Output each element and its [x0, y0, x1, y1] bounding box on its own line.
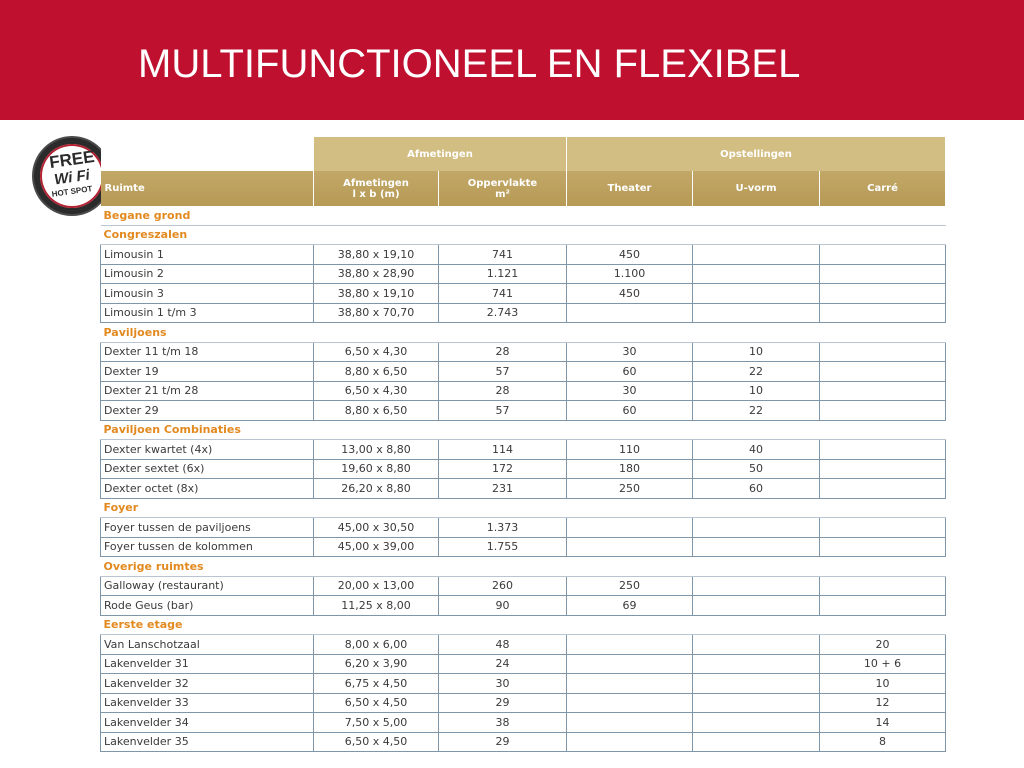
dimensions-cell: 20,00 x 13,00: [314, 576, 439, 596]
dimensions-cell: 38,80 x 70,70: [314, 303, 439, 323]
room-name-cell: Dexter 29: [101, 401, 314, 421]
group-header-dimensions: Afmetingen: [314, 137, 567, 171]
area-cell: 231: [439, 479, 567, 499]
dimensions-cell: 45,00 x 39,00: [314, 537, 439, 557]
carre-cell: [820, 362, 946, 382]
dimensions-cell: 6,50 x 4,50: [314, 732, 439, 752]
room-name-cell: Limousin 2: [101, 264, 314, 284]
dimensions-cell: 13,00 x 8,80: [314, 440, 439, 460]
theater-cell: 60: [567, 362, 693, 382]
area-cell: 57: [439, 401, 567, 421]
theater-cell: 60: [567, 401, 693, 421]
dimensions-cell: 38,80 x 28,90: [314, 264, 439, 284]
table-row: [101, 596, 946, 616]
dimensions-cell: 11,25 x 8,00: [314, 596, 439, 616]
u-shape-cell: 10: [693, 381, 820, 401]
room-name-cell: Dexter octet (8x): [101, 479, 314, 499]
room-name-cell: Foyer tussen de kolommen: [101, 537, 314, 557]
u-shape-cell: [693, 732, 820, 752]
section-label: Begane grond: [101, 206, 946, 225]
table-row: [101, 635, 946, 655]
theater-cell: [567, 674, 693, 694]
column-header-u-shape: U-vorm: [693, 171, 820, 206]
theater-cell: 450: [567, 245, 693, 265]
theater-cell: [567, 537, 693, 557]
title-banner: [0, 0, 1024, 120]
area-cell: 114: [439, 440, 567, 460]
carre-cell: 20: [820, 635, 946, 655]
u-shape-cell: [693, 284, 820, 304]
theater-cell: [567, 654, 693, 674]
u-shape-cell: [693, 693, 820, 713]
dimensions-cell: 6,50 x 4,50: [314, 693, 439, 713]
table-row: [101, 381, 946, 401]
u-shape-cell: [693, 713, 820, 733]
column-header-carre: Carré: [820, 171, 946, 206]
badge-free-text: FREE: [48, 146, 96, 173]
room-name-cell: Dexter 11 t/m 18: [101, 342, 314, 362]
u-shape-cell: 10: [693, 342, 820, 362]
theater-cell: 180: [567, 459, 693, 479]
room-name-cell: Limousin 1: [101, 245, 314, 265]
theater-cell: [567, 635, 693, 655]
carre-cell: 8: [820, 732, 946, 752]
u-shape-cell: [693, 674, 820, 694]
room-name-cell: Lakenvelder 34: [101, 713, 314, 733]
section-row: [101, 225, 946, 245]
section-label: Eerste etage: [101, 615, 946, 635]
dimensions-cell: 38,80 x 19,10: [314, 245, 439, 265]
theater-cell: [567, 303, 693, 323]
area-cell: 38: [439, 713, 567, 733]
room-name-cell: Dexter 19: [101, 362, 314, 382]
room-name-cell: Galloway (restaurant): [101, 576, 314, 596]
room-name-cell: Limousin 1 t/m 3: [101, 303, 314, 323]
carre-cell: 14: [820, 713, 946, 733]
section-row: [101, 557, 946, 577]
room-name-cell: Rode Geus (bar): [101, 596, 314, 616]
u-shape-cell: [693, 245, 820, 265]
area-cell: 29: [439, 732, 567, 752]
theater-cell: 450: [567, 284, 693, 304]
theater-cell: [567, 693, 693, 713]
area-cell: 260: [439, 576, 567, 596]
u-shape-cell: 22: [693, 401, 820, 421]
table-row: [101, 713, 946, 733]
column-header-room: Ruimte: [101, 171, 314, 206]
carre-cell: [820, 401, 946, 421]
room-name-cell: Foyer tussen de paviljoens: [101, 518, 314, 538]
dimensions-cell: 6,75 x 4,50: [314, 674, 439, 694]
area-cell: 29: [439, 693, 567, 713]
room-name-cell: Dexter sextet (6x): [101, 459, 314, 479]
u-shape-cell: [693, 518, 820, 538]
theater-cell: 110: [567, 440, 693, 460]
table-row: [101, 693, 946, 713]
theater-cell: [567, 518, 693, 538]
carre-cell: [820, 576, 946, 596]
room-name-cell: Limousin 3: [101, 284, 314, 304]
table-row: [101, 732, 946, 752]
theater-cell: 69: [567, 596, 693, 616]
area-cell: 1.373: [439, 518, 567, 538]
table-row: [101, 245, 946, 265]
area-cell: 741: [439, 245, 567, 265]
area-cell: 172: [439, 459, 567, 479]
dimensions-cell: 8,80 x 6,50: [314, 362, 439, 382]
dimensions-cell: 6,50 x 4,30: [314, 381, 439, 401]
group-header-row: [101, 137, 946, 171]
section-label: Congreszalen: [101, 225, 946, 245]
badge-wifi-text: Wi Fi: [53, 166, 91, 189]
carre-cell: 12: [820, 693, 946, 713]
area-cell: 1.121: [439, 264, 567, 284]
section-label: Overige ruimtes: [101, 557, 946, 577]
table-row: [101, 518, 946, 538]
dimensions-cell: 19,60 x 8,80: [314, 459, 439, 479]
area-cell: 90: [439, 596, 567, 616]
table-row: [101, 576, 946, 596]
u-shape-cell: [693, 303, 820, 323]
table-row: [101, 440, 946, 460]
area-cell: 741: [439, 284, 567, 304]
column-header-area-line1: Oppervlakte: [467, 177, 538, 189]
theater-cell: 250: [567, 576, 693, 596]
dimensions-cell: 7,50 x 5,00: [314, 713, 439, 733]
carre-cell: [820, 518, 946, 538]
u-shape-cell: 50: [693, 459, 820, 479]
room-name-cell: Van Lanschotzaal: [101, 635, 314, 655]
badge-face: [40, 144, 104, 208]
carre-cell: [820, 440, 946, 460]
column-header-dimensions-line1: Afmetingen: [343, 177, 409, 189]
area-cell: 30: [439, 674, 567, 694]
group-header-blank: [101, 137, 314, 171]
badge-hotspot-text: HOT SPOT: [51, 184, 93, 199]
area-cell: 28: [439, 381, 567, 401]
dimensions-cell: 45,00 x 30,50: [314, 518, 439, 538]
carre-cell: 10 + 6: [820, 654, 946, 674]
area-cell: 2.743: [439, 303, 567, 323]
table-row: [101, 654, 946, 674]
column-header-dimensions-line2: l x b (m): [352, 188, 400, 200]
carre-cell: [820, 479, 946, 499]
dimensions-cell: 26,20 x 8,80: [314, 479, 439, 499]
theater-cell: 30: [567, 342, 693, 362]
carre-cell: [820, 303, 946, 323]
group-header-setups: Opstellingen: [567, 137, 946, 171]
room-name-cell: Lakenvelder 35: [101, 732, 314, 752]
table-row: [101, 537, 946, 557]
table-row: [101, 674, 946, 694]
section-label: Foyer: [101, 498, 946, 518]
dimensions-cell: 8,00 x 6,00: [314, 635, 439, 655]
carre-cell: [820, 342, 946, 362]
room-name-cell: Dexter 21 t/m 28: [101, 381, 314, 401]
u-shape-cell: [693, 576, 820, 596]
room-name-cell: Lakenvelder 31: [101, 654, 314, 674]
u-shape-cell: [693, 537, 820, 557]
u-shape-cell: [693, 596, 820, 616]
area-cell: 57: [439, 362, 567, 382]
column-header-area-line2: m²: [495, 188, 510, 200]
free-wifi-hotspot-icon: [34, 138, 110, 214]
column-header-row: [101, 171, 946, 206]
section-row: [101, 206, 946, 225]
carre-cell: [820, 381, 946, 401]
dimensions-cell: 6,50 x 4,30: [314, 342, 439, 362]
theater-cell: [567, 732, 693, 752]
section-row: [101, 498, 946, 518]
table-row: [101, 284, 946, 304]
carre-cell: [820, 537, 946, 557]
column-header-dimensions: [314, 171, 439, 206]
u-shape-cell: [693, 264, 820, 284]
theater-cell: 1.100: [567, 264, 693, 284]
theater-cell: 250: [567, 479, 693, 499]
carre-cell: [820, 459, 946, 479]
table-row: [101, 303, 946, 323]
carre-cell: [820, 284, 946, 304]
table-row: [101, 342, 946, 362]
u-shape-cell: 60: [693, 479, 820, 499]
slide-title: MULTIFUNCTIONEEL EN FLEXIBEL: [138, 42, 801, 86]
area-cell: 24: [439, 654, 567, 674]
room-name-cell: Lakenvelder 33: [101, 693, 314, 713]
carre-cell: 10: [820, 674, 946, 694]
section-label: Paviljoen Combinaties: [101, 420, 946, 440]
u-shape-cell: 40: [693, 440, 820, 460]
rooms-table: [100, 137, 946, 752]
u-shape-cell: [693, 654, 820, 674]
section-row: [101, 323, 946, 343]
area-cell: 48: [439, 635, 567, 655]
carre-cell: [820, 264, 946, 284]
section-row: [101, 615, 946, 635]
dimensions-cell: 38,80 x 19,10: [314, 284, 439, 304]
dimensions-cell: 6,20 x 3,90: [314, 654, 439, 674]
area-cell: 1.755: [439, 537, 567, 557]
theater-cell: [567, 713, 693, 733]
table-row: [101, 401, 946, 421]
rooms-table-body: [101, 206, 946, 752]
table-row: [101, 459, 946, 479]
carre-cell: [820, 596, 946, 616]
table-row: [101, 362, 946, 382]
table-row: [101, 264, 946, 284]
u-shape-cell: [693, 635, 820, 655]
table-row: [101, 479, 946, 499]
section-row: [101, 420, 946, 440]
column-header-area: [439, 171, 567, 206]
theater-cell: 30: [567, 381, 693, 401]
carre-cell: [820, 245, 946, 265]
area-cell: 28: [439, 342, 567, 362]
room-name-cell: Dexter kwartet (4x): [101, 440, 314, 460]
section-label: Paviljoens: [101, 323, 946, 343]
u-shape-cell: 22: [693, 362, 820, 382]
room-name-cell: Lakenvelder 32: [101, 674, 314, 694]
column-header-theater: Theater: [567, 171, 693, 206]
dimensions-cell: 8,80 x 6,50: [314, 401, 439, 421]
